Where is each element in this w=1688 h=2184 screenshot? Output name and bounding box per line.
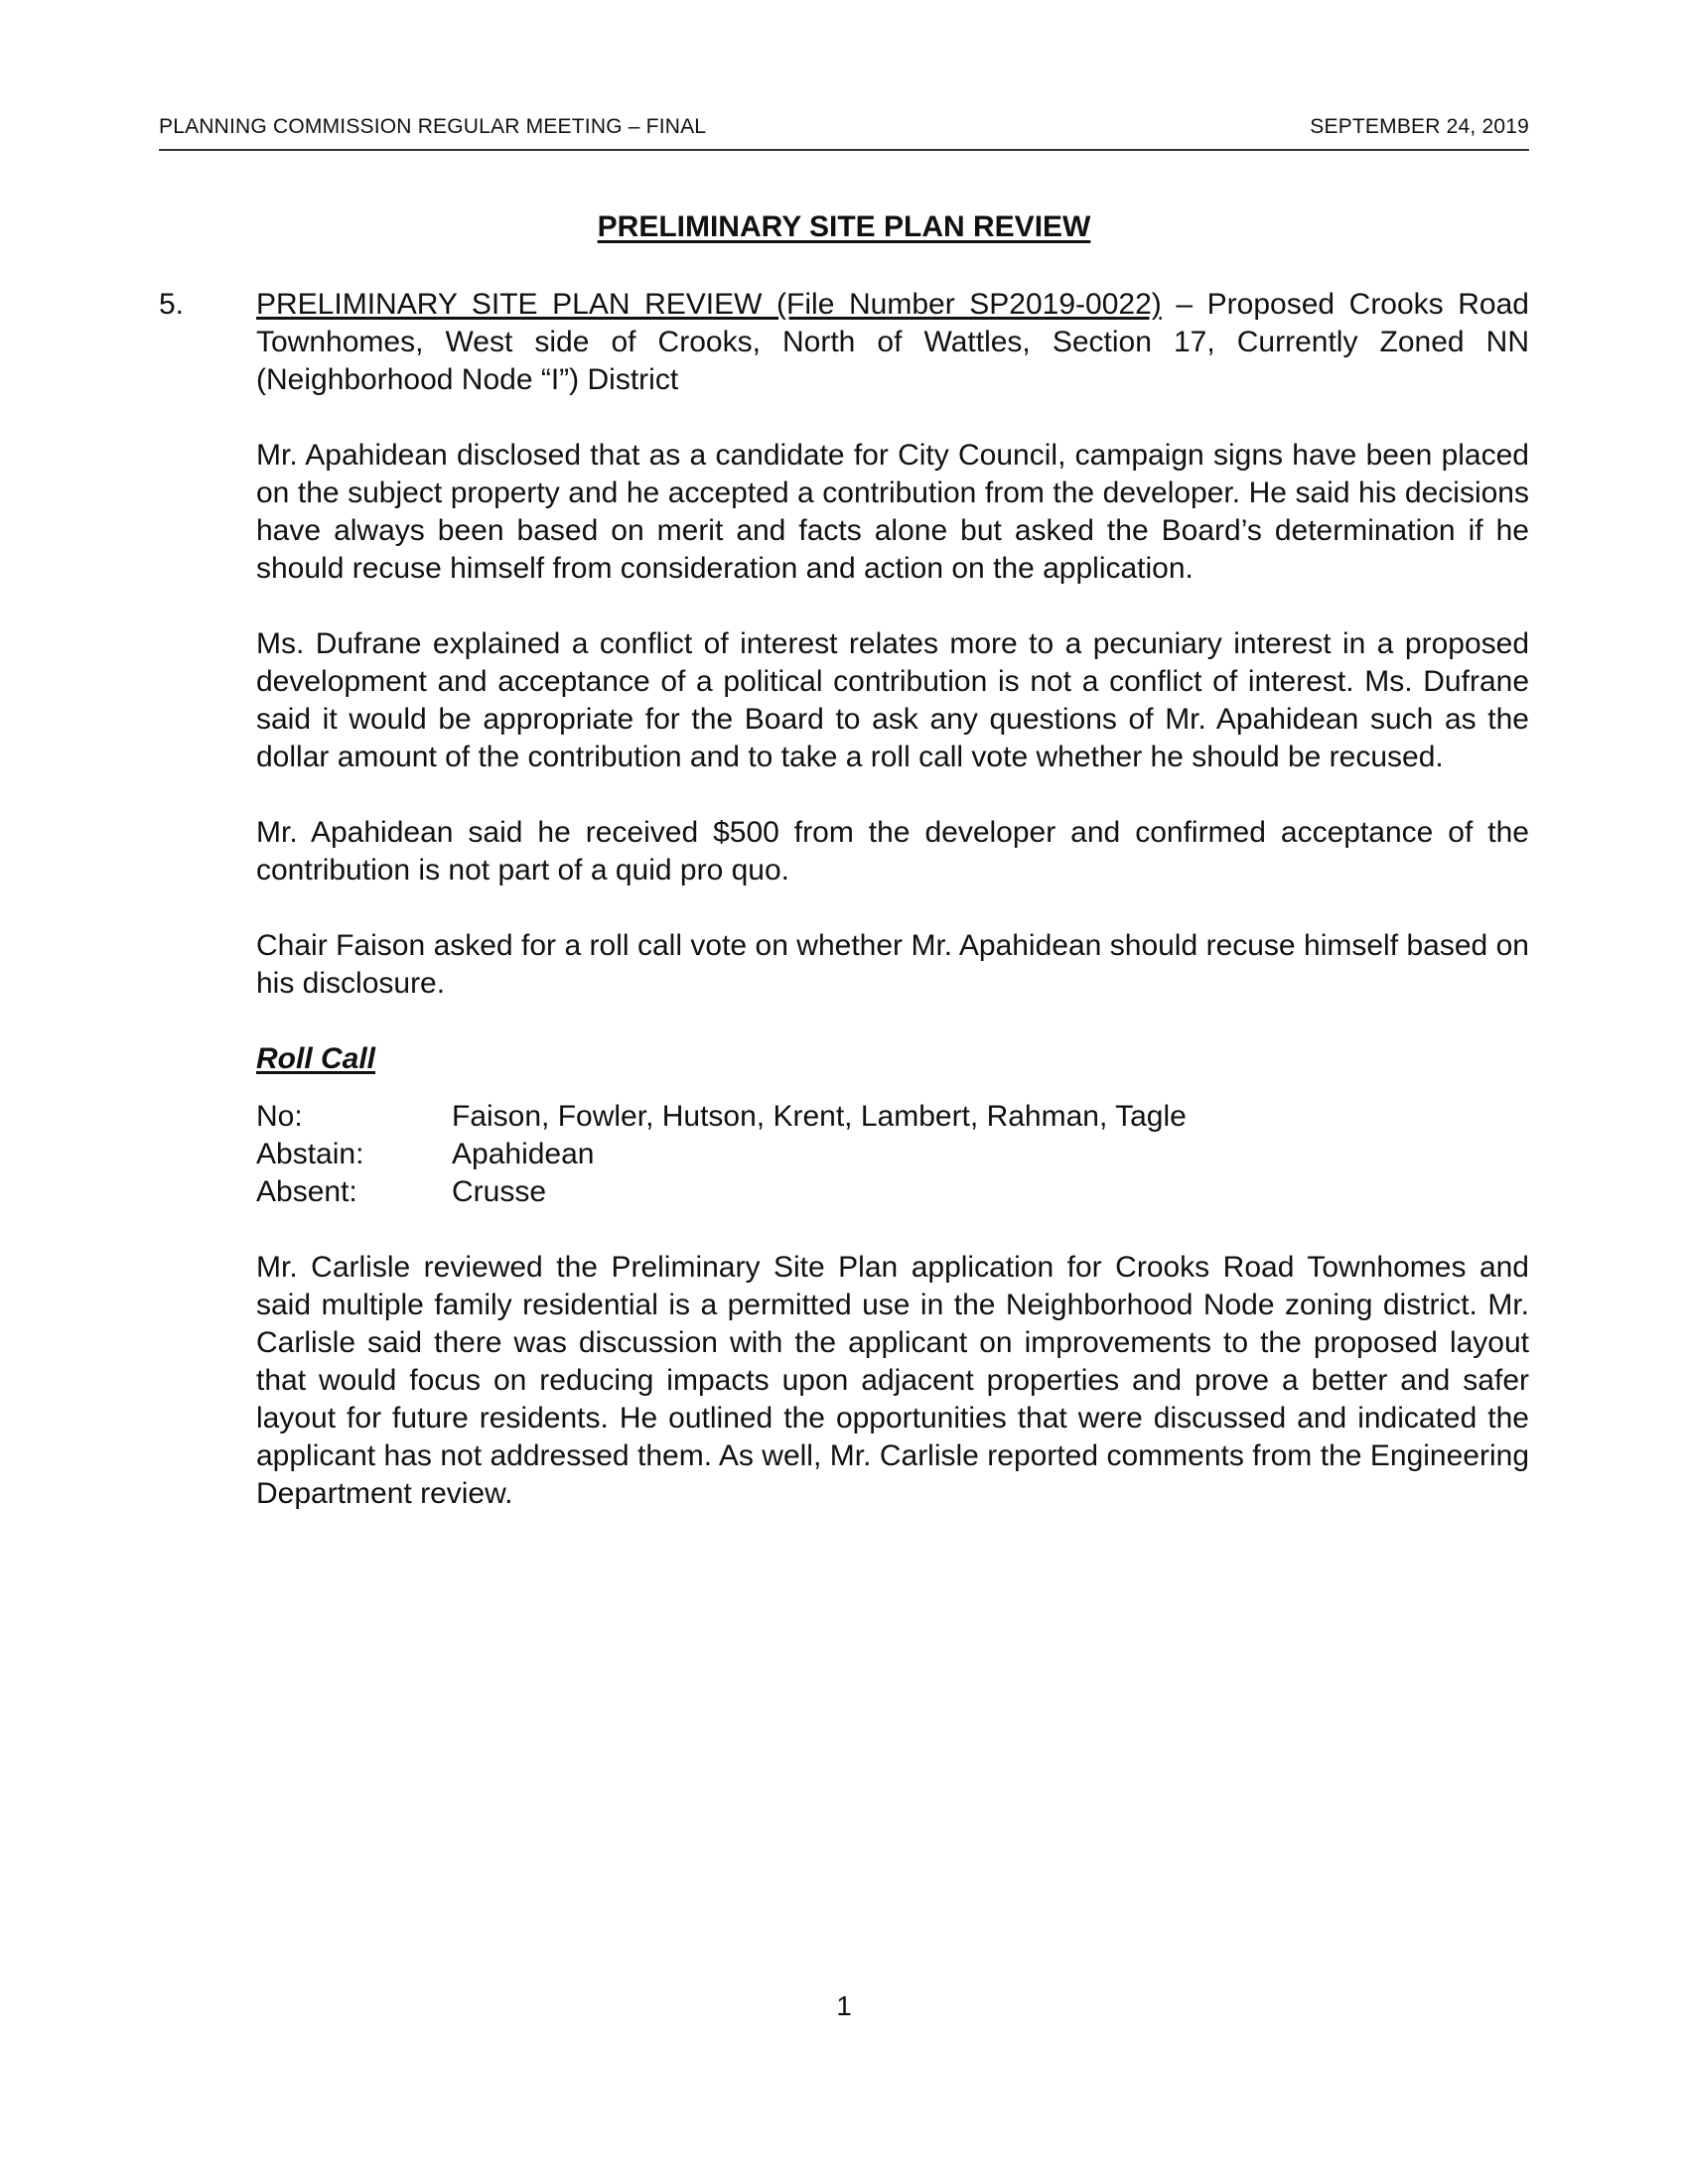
- section-heading: PRELIMINARY SITE PLAN REVIEW: [597, 210, 1091, 243]
- header-divider: [159, 149, 1529, 151]
- page-header: [159, 99, 1529, 139]
- agenda-item-description: – Proposed Crooks Road Townhomes, West side of Crooks, North of Wattles, Section 17, Currently Zoned NN (Neighborhood Node “I”) District: [256, 288, 1529, 396]
- vote-label: Abstain:: [256, 1138, 364, 1170]
- vote-names: Crusse: [452, 1175, 547, 1208]
- paragraph-conflict-explanation: Ms. Dufrane explained a conflict of interest relates more to a pecuniary interest in a proposed development and acceptance of a political contribution is not a conflict of interest. Ms. Dufrane said it would be appropriate for the Board to ask any questions of Mr. Apahidean such as the dollar amount of the contribution and to take a roll call vote whether he should be recused.: [256, 627, 1529, 773]
- roll-call-votes: [256, 1098, 1529, 1211]
- vote-label: No:: [256, 1100, 303, 1133]
- paragraph-vote-request: Chair Faison asked for a roll call vote on whether Mr. Apahidean should recuse himself based on his disclosure.: [256, 929, 1529, 1000]
- agenda-item-title: [256, 286, 1529, 399]
- roll-call-heading: Roll Call: [256, 1042, 376, 1075]
- item-number: 5.: [159, 288, 185, 321]
- vote-names: Apahidean: [452, 1138, 595, 1170]
- vote-row-abstain: [256, 1136, 1529, 1173]
- meeting-date: SEPTEMBER 24, 2019: [1310, 115, 1529, 138]
- meeting-title: PLANNING COMMISSION REGULAR MEETING – FINAL: [159, 115, 707, 138]
- vote-label: Absent:: [256, 1175, 357, 1208]
- vote-row-absent: [256, 1173, 1529, 1211]
- vote-row-no: [256, 1098, 1529, 1136]
- vote-names: Faison, Fowler, Hutson, Krent, Lambert, Rahman, Tagle: [452, 1100, 1187, 1133]
- paragraph-contribution-amount: Mr. Apahidean said he received $500 from the developer and confirmed acceptance of the contribution is not part of a quid pro quo.: [256, 816, 1529, 887]
- agenda-item-body: [256, 286, 1529, 1551]
- paragraph-disclosure: Mr. Apahidean disclosed that as a candidate for City Council, campaign signs have been placed on the subject property and he accepted a contribution from the developer. He said his decisions have always been based on merit and facts alone but asked the Board’s determination if he should recuse himself from consideration and action on the application.: [256, 439, 1529, 585]
- agenda-item-file-reference: PRELIMINARY SITE PLAN REVIEW (File Number SP2019-0022): [256, 288, 1162, 321]
- page-number: 1: [836, 1990, 852, 2021]
- paragraph-site-plan-review: Mr. Carlisle reviewed the Preliminary Site Plan application for Crooks Road Townhomes and said multiple family residential is a permitted use in the Neighborhood Node zoning district. Mr. Carlisle said there was discussion with the applicant on improvements to the proposed layout that would focus on reducing impacts upon adjacent properties and prove a better and safer layout for future residents. He outlined the opportunities that were discussed and indicated the applicant has not addressed them. As well, Mr. Carlisle reported comments from the Engineering Department review.: [256, 1251, 1529, 1510]
